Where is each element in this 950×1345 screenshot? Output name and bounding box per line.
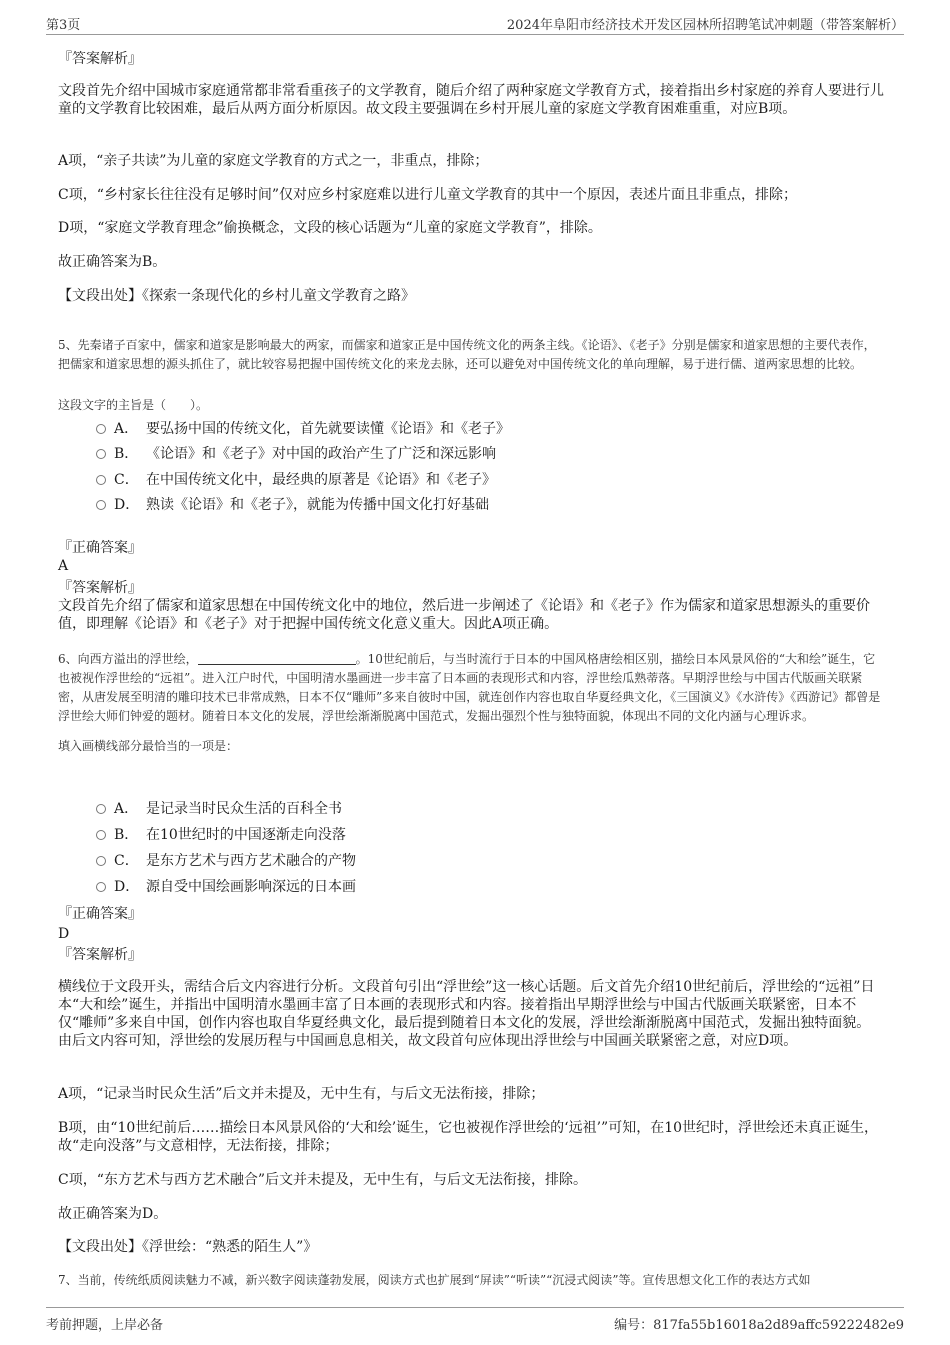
- q6-source: 【文段出处】《浮世绘：“熟悉的陌生人”》: [58, 1239, 318, 1255]
- q6-option-b[interactable]: B． 在10世纪时的中国逐渐走向没落: [96, 826, 346, 844]
- q6-option-d[interactable]: D． 源自受中国绘画影响深远的日本画: [96, 878, 356, 896]
- q6-stem: 6、向西方溢出的浮世绘， 。10世纪前后，与当时流行于日本的中国风格唐绘相区别，描绘日本风景风俗的“大和绘”诞生，它也被视作浮世绘的“远祖”。进入江户时代，中国明清水墨画进一步丰富了日本画的表现形式和内容，浮世绘瓜熟蒂落。早期浮世绘与中国古代版画关联紧密，从唐发展至明清的雕印技术已非常成熟，日本不仅“雕师”多来自彼时中国，就连创作内容也取自华夏经典文化，《三国演义》《水浒传》《西游记》都曾是浮世绘大师们钟爱的题材。随着日本文化的发展，浮世绘渐渐脱离中国范式，发掘出强烈个性与独特面貌，体现出不同的文化内涵与心理诉求。: [58, 652, 881, 723]
- q5-stem: 5、先秦诸子百家中，儒家和道家是影响最大的两家，而儒家和道家正是中国传统文化的两条主线。《论语》、《老子》分别是儒家和道家思想的主要代表作，把儒家和道家思想的源头抓住了，就比较容易把握中国传统文化的来龙去脉，还可以避免对中国传统文化的单向理解，易于进行儒、道两家思想的比较。: [58, 338, 876, 371]
- q5-option-c[interactable]: C． 在中国传统文化中，最经典的原著是《论语》和《老子》: [96, 471, 496, 489]
- radio-button[interactable]: [96, 475, 106, 485]
- radio-button[interactable]: [96, 856, 106, 866]
- q4-source: 【文段出处】《探索一条现代化的乡村儿童文学教育之路》: [58, 288, 415, 304]
- q5-analysis-label: 『答案解析』: [58, 580, 142, 596]
- q4-analysis-paragraph: 文段首先介绍中国城市家庭通常都非常看重孩子的文学教育，随后介绍了两种家庭文学教育方式，接着指出乡村家庭的养育人要进行儿童的文学教育比较困难，最后从两方面分析原因。故文段主要强调在乡村开展儿童的家庭文学教育困难重重，对应B项。: [58, 83, 884, 117]
- q6-answer: D: [58, 926, 70, 942]
- radio-button[interactable]: [96, 424, 106, 434]
- document-title: 2024年阜阳市经济技术开发区园林所招聘笔试冲刺题（带答案解析）: [506, 18, 904, 33]
- q6-conclusion: 故正确答案为D。: [58, 1206, 168, 1222]
- radio-button[interactable]: [96, 500, 106, 510]
- fill-blank-line: [198, 652, 356, 665]
- radio-button[interactable]: [96, 882, 106, 892]
- q6-answer-label: 『正确答案』: [58, 906, 142, 922]
- q6-question: 填入画横线部分最恰当的一项是：: [58, 739, 239, 753]
- page-number: 第3页: [46, 18, 81, 33]
- page-header: [46, 12, 904, 35]
- q5-answer: A: [58, 558, 69, 574]
- q6-analysis-option-c: C项，“东方艺术与西方艺术融合”后文并未提及，无中生有，与后文无法衔接，排除。: [58, 1172, 588, 1188]
- q6-analysis-option-b: B项，由“10世纪前后……描绘日本风景风俗的‘大和绘’诞生，它也被视作浮世绘的‘远祖’”可知，在10世纪时，浮世绘还未真正诞生，故“走向没落”与文意相悖，无法衔接，排除；: [58, 1120, 879, 1154]
- q6-analysis-option-a: A项，“记录当时民众生活”后文并未提及，无中生有，与后文无法衔接，排除；: [58, 1086, 545, 1102]
- q4-analysis-label: 『答案解析』: [58, 51, 142, 67]
- q7-stem: 7、当前，传统纸质阅读魅力不减，新兴数字阅读蓬勃发展，阅读方式也扩展到“屏读”“听读”“沉浸式阅读”等。宣传思想文化工作的表达方式如: [58, 1273, 811, 1287]
- q4-conclusion: 故正确答案为B。: [58, 254, 167, 270]
- q5-answer-label: 『正确答案』: [58, 540, 142, 556]
- q6-analysis-paragraph: 横线位于文段开头，需结合后文内容进行分析。文段首句引出“浮世绘”这一核心话题。后文首先介绍10世纪前后，浮世绘的“远祖”日本“大和绘”诞生，并指出中国明清水墨画丰富了日本画的表现形式和内容。接着指出早期浮世绘与中国古代版画关联紧密，日本不仅“雕师”多来自中国，创作内容也取自华夏经典文化，最后提到随着日本文化的发展，浮世绘渐渐脱离中国范式，发掘出独特面貌。由后文内容可知，浮世绘的发展历程与中国画息息相关，故文段首句应体现出浮世绘与中国画关联紧密之意，对应D项。: [58, 979, 875, 1049]
- radio-button[interactable]: [96, 804, 106, 814]
- page-footer: [46, 1307, 904, 1334]
- q5-option-a[interactable]: A． 要弘扬中国的传统文化，首先就要读懂《论语》和《老子》: [96, 420, 510, 438]
- q5-option-d[interactable]: D． 熟读《论语》和《老子》，就能为传播中国文化打好基础: [96, 496, 489, 514]
- radio-button[interactable]: [96, 830, 106, 840]
- q6-analysis-label: 『答案解析』: [58, 947, 142, 963]
- radio-button[interactable]: [96, 449, 106, 459]
- q5-analysis: 文段首先介绍了儒家和道家思想在中国传统文化中的地位，然后进一步阐述了《论语》和《老子》作为儒家和道家思想源头的重要价值，即理解《论语》和《老子》对于把握中国传统文化意义重大。因此A项正确。: [58, 598, 870, 632]
- q4-analysis-option-a: A项，“亲子共读”为儿童的家庭文学教育的方式之一，非重点，排除；: [58, 153, 489, 169]
- q5-option-b[interactable]: B． 《论语》和《老子》对中国的政治产生了广泛和深远影响: [96, 445, 496, 463]
- q5-question: 这段文字的主旨是（ ）。: [58, 398, 209, 412]
- q4-analysis-option-d: D项，“家庭文学教育理念”偷换概念，文段的核心话题为“儿童的家庭文学教育”，排除。: [58, 220, 602, 236]
- q6-option-c[interactable]: C． 是东方艺术与西方艺术融合的产物: [96, 852, 356, 870]
- document-id: 编号：817fa55b16018a2d89affc59222482e9: [614, 1318, 904, 1333]
- q6-option-a[interactable]: A． 是记录当时民众生活的百科全书: [96, 800, 342, 818]
- footer-slogan: 考前押题，上岸必备: [46, 1318, 164, 1333]
- q4-analysis-option-c: C项，“乡村家长往往没有足够时间”仅对应乡村家庭难以进行儿童文学教育的其中一个原因，表述片面且非重点，排除；: [58, 187, 798, 203]
